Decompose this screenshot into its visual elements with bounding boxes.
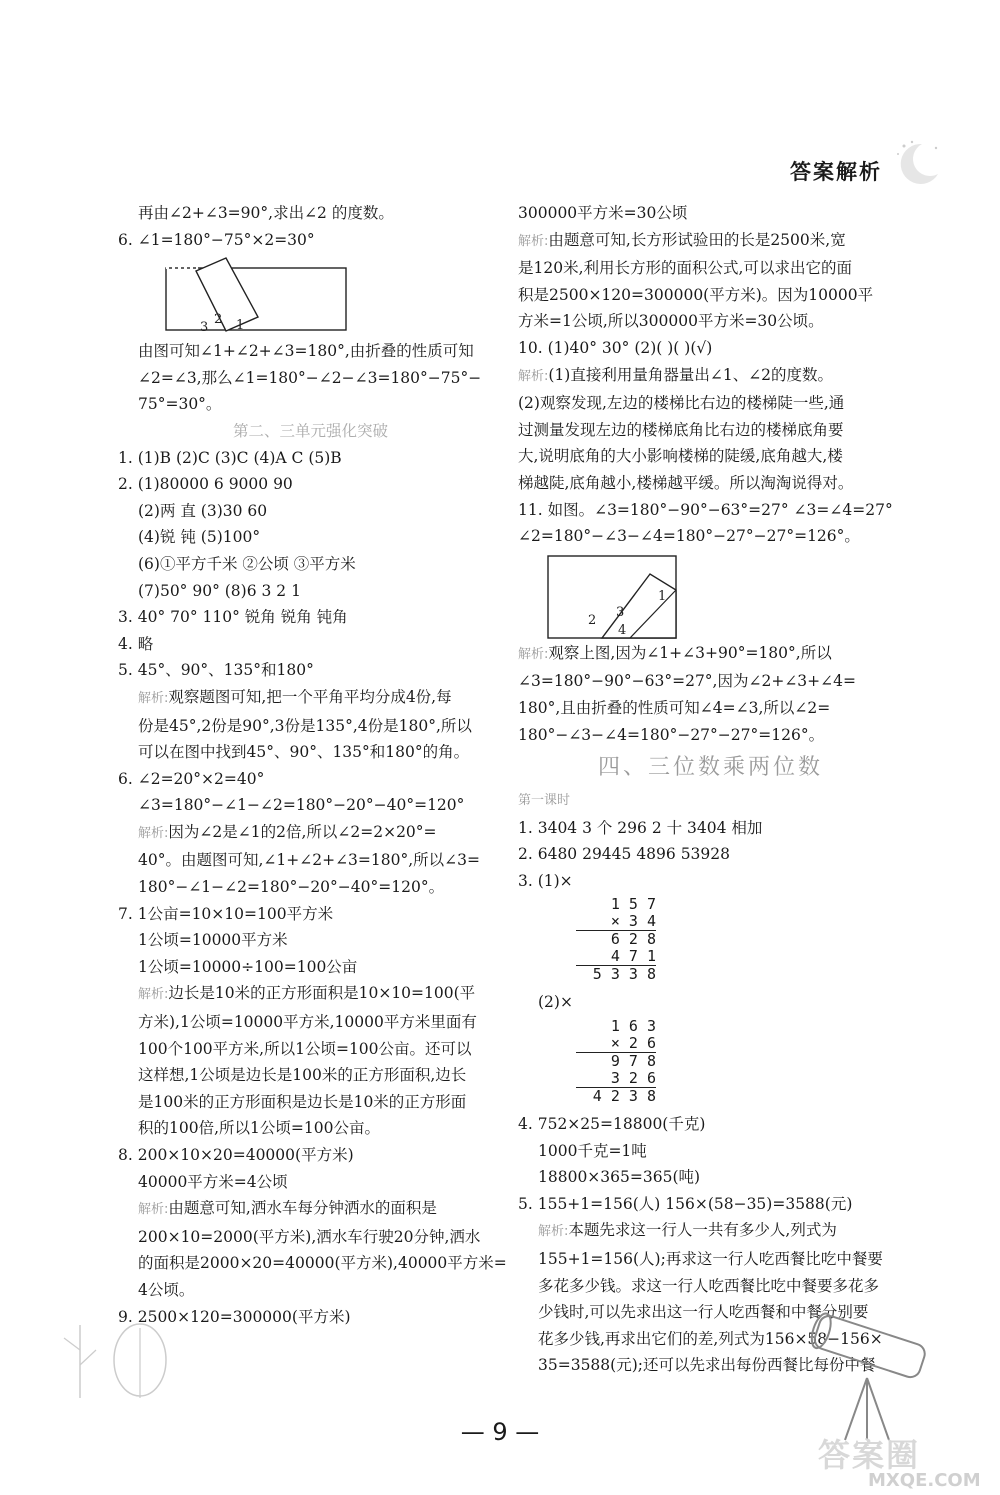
multiplication-vertical: [576, 896, 903, 983]
text-line: [118, 338, 503, 365]
line-text: 多花多少钱。求这一行人吃西餐比吃中餐要多花多: [538, 1276, 880, 1295]
line-text: 2. 6480 29445 4896 53928: [518, 845, 731, 864]
analysis-label: 解析:: [138, 1202, 169, 1218]
line-text: (7)50° 90° (8)6 3 2 1: [138, 581, 301, 600]
fold-figure-1: [118, 253, 348, 338]
line-text: (4)锐 钝 (5)100°: [138, 528, 261, 547]
text-line: [518, 868, 903, 895]
text-line: [118, 1089, 503, 1116]
line-text: 边长是10米的正方形面积是10×10=100(平: [168, 984, 476, 1003]
line-text: 180°−∠3−∠4=180°−27°−27°=126°。: [518, 725, 825, 744]
right-column: [518, 200, 903, 1379]
line-text: (2)×: [538, 993, 573, 1012]
text-line: [118, 792, 503, 819]
line-text: 40°。由题图可知,∠1+∠2+∠3=180°,所以∠3=: [138, 851, 481, 870]
line-text: 第一课时: [518, 793, 571, 809]
text-line: [518, 255, 903, 282]
line-text: (6)①平方千米 ②公顷 ③平方米: [138, 554, 356, 573]
text-line: [118, 498, 503, 525]
text-line: [118, 1195, 503, 1224]
text-line: [118, 551, 503, 578]
svg-text:2: 2: [214, 312, 223, 328]
line-text: 方米=1公顷,所以300000平方米=30公顷。: [518, 312, 824, 331]
text-line: [518, 200, 903, 227]
text-line: [118, 631, 503, 658]
text-line: [518, 1191, 903, 1218]
line-text: 10. (1)40° 30° (2)( )( )(√): [518, 338, 713, 357]
line-text: 第二、三单元强化突破: [232, 421, 388, 440]
line-text: 75°=30°。: [138, 395, 222, 414]
line-text: 观察上图,因为∠1+∠3+90°=180°,所以: [548, 643, 832, 662]
text-line: [118, 365, 503, 392]
text-line: [118, 1304, 503, 1331]
line-text: 4公顷。: [138, 1280, 195, 1299]
line-text: (2)观察发现,左边的楼梯比右边的楼梯陡一些,通: [518, 394, 845, 413]
text-line: [518, 1164, 903, 1191]
line-text: 180°,且由折叠的性质可知∠4=∠3,所以∠2=: [518, 698, 831, 717]
line-text: 1000千克=1吨: [538, 1141, 647, 1160]
header-title: 答案解析: [790, 160, 882, 184]
line-text: 5. 155+1=156(人) 156×(58−35)=3588(元): [518, 1194, 853, 1213]
line-text: 3. 40° 70° 110° 锐角 锐角 钝角: [118, 608, 348, 627]
text-line: [118, 578, 503, 605]
watermark-url: MXQE.COM: [868, 1470, 981, 1491]
line-text: 少钱时,可以先求出这一行人吃西餐和中餐分别要: [538, 1303, 869, 1322]
line-text: 份是45°,2份是90°,3份是135°,4份是180°,所以: [138, 716, 472, 735]
text-line: [118, 874, 503, 901]
line-text: 155+1=156(人);再求这一行人吃西餐比吃中餐要: [538, 1250, 883, 1269]
text-line: [118, 1115, 503, 1142]
text-line: [118, 847, 503, 874]
line-text: 6. ∠1=180°−75°×2=30°: [118, 230, 315, 249]
svg-text:3: 3: [616, 604, 625, 620]
text-line: [518, 523, 903, 550]
multiplication-row: × 3 4: [576, 913, 656, 931]
line-text: 是120米,利用长方形的面积公式,可以求出它的面: [518, 259, 852, 278]
multiplication-row: 1 5 7: [592, 895, 656, 914]
text-line: [118, 1062, 503, 1089]
analysis-label: 解析:: [538, 1224, 569, 1240]
text-line: [118, 200, 503, 227]
analysis-label: 解析:: [518, 233, 549, 249]
text-line: [518, 640, 903, 669]
text-line: [518, 443, 903, 470]
multiplication-row: 6 2 8: [592, 930, 656, 949]
line-text: 过测量发现左边的楼梯底角比右边的楼梯底角要: [518, 420, 844, 439]
text-line: [118, 954, 503, 981]
analysis-label: 解析:: [138, 987, 169, 1003]
text-line: [518, 1246, 903, 1273]
text-line: [518, 470, 903, 497]
text-line: [118, 1142, 503, 1169]
line-text: 1公顷=10000÷100=100公亩: [138, 957, 358, 976]
line-text: 200×10=2000(平方米),洒水车行驶20分钟,洒水: [138, 1227, 481, 1246]
leaf-decoration-icon: [50, 1320, 170, 1400]
text-line: [118, 713, 503, 740]
line-text: ∠2=180°−∠3−∠4=180°−27°−27°=126°。: [518, 527, 860, 546]
text-line: [118, 927, 503, 954]
analysis-label: 解析:: [518, 368, 549, 384]
line-text: 再由∠2+∠3=90°,求出∠2 的度数。: [138, 204, 394, 222]
text-line: [518, 1273, 903, 1300]
page-number: — 9 —: [460, 1418, 540, 1446]
svg-text:1: 1: [236, 318, 245, 334]
text-line: [518, 1217, 903, 1246]
text-line: [518, 282, 903, 309]
text-line: [118, 766, 503, 793]
text-line: [118, 1250, 507, 1277]
line-text: 梯越陡,底角越小,楼梯越平缓。所以淘淘说得对。: [518, 473, 854, 492]
line-text: 1. 3404 3 个 296 2 十 3404 相加: [518, 818, 763, 837]
svg-text:2: 2: [588, 612, 597, 628]
line-text: (2)两 直 (3)30 60: [138, 501, 268, 520]
text-line: [118, 1224, 503, 1251]
text-line: [118, 1277, 503, 1304]
line-text: 7. 1公亩=10×10=100平方米: [118, 904, 334, 923]
line-text: 可以在图中找到45°、90°、135°和180°的角。: [138, 743, 470, 762]
text-line: [118, 901, 503, 928]
text-line: [118, 471, 503, 498]
text-line: [118, 1009, 503, 1036]
line-text: ∠3=180°−90°−63°=27°,因为∠2+∠3+∠4=: [518, 672, 856, 691]
line-text: 由题意可知,长方形试验田的长是2500米,宽: [548, 230, 846, 249]
text-line: [518, 1111, 903, 1138]
line-text: ∠2=∠3,那么∠1=180°−∠2−∠3=180°−75°−: [138, 368, 482, 387]
line-text: 11. 如图。∠3=180°−90°−63°=27° ∠3=∠4=27°: [518, 500, 893, 519]
text-line: [118, 684, 503, 713]
text-line: [518, 308, 903, 335]
line-text: 本题先求这一行人一共有多少人,列式为: [568, 1221, 837, 1240]
multiplication-row: 1 6 3: [592, 1017, 656, 1036]
text-line: [118, 524, 503, 551]
line-text: 大,说明底角的大小影响楼梯的陡缓,底角越大,楼: [518, 447, 843, 466]
analysis-label: 解析:: [518, 646, 549, 662]
line-text: 由图可知∠1+∠2+∠3=180°,由折叠的性质可知: [138, 342, 474, 361]
text-line: [518, 362, 903, 391]
line-text: 300000平方米=30公顷: [518, 204, 688, 222]
text-line: [518, 417, 903, 444]
line-text: 4. 略: [118, 634, 154, 653]
line-text: (1)直接利用量角器量出∠1、∠2的度数。: [548, 365, 834, 384]
analysis-label: 解析:: [138, 825, 169, 841]
line-text: 8. 200×10×20=40000(平方米): [118, 1146, 354, 1164]
svg-text:3: 3: [200, 320, 209, 336]
line-text: 1. (1)B (2)C (3)C (4)A C (5)B: [118, 448, 342, 467]
line-text: 2. (1)80000 6 9000 90: [118, 475, 293, 494]
multiplication-row: 4 7 1: [576, 948, 656, 966]
line-text: 3. (1)×: [518, 871, 573, 890]
svg-text:1: 1: [658, 588, 667, 604]
watermark-text: 答案圈: [818, 1436, 921, 1474]
text-line: [118, 227, 503, 254]
text-line: [118, 604, 503, 631]
fold-figure-2: [518, 550, 748, 640]
line-text: 积的100倍,所以1公顷=100公亩。: [138, 1119, 380, 1138]
text-line: [518, 335, 903, 362]
text-line: [518, 390, 903, 417]
line-text: 的面积是2000×20=40000(平方米),40000平方米=: [138, 1254, 507, 1273]
analysis-label: 解析:: [138, 690, 169, 706]
text-line: [118, 391, 503, 418]
line-text: 180°−∠1−∠2=180°−20°−40°=120°。: [138, 878, 445, 897]
text-line: [518, 788, 903, 815]
text-line: [118, 980, 503, 1009]
svg-text:4: 4: [618, 622, 627, 638]
line-text: 观察题图可知,把一个平角平均分成4份,每: [168, 687, 452, 706]
multiplication-vertical: [576, 1018, 903, 1105]
line-text: 由题意可知,洒水车每分钟洒水的面积是: [168, 1199, 437, 1218]
line-text: 积是2500×120=300000(平方米)。因为10000平: [518, 285, 874, 304]
line-text: 这样想,1公顷是边长是100米的正方形面积,边长: [138, 1066, 467, 1085]
moon-icon: [892, 138, 944, 190]
multiplication-row: × 2 6: [576, 1035, 656, 1053]
left-column: [118, 200, 507, 1330]
text-line: [518, 815, 903, 842]
line-text: 18800×365=365(吨): [538, 1168, 701, 1187]
text-line: [518, 668, 903, 695]
line-text: 花多少钱,再求出它们的差,列式为156×58−156×: [538, 1329, 883, 1348]
text-line: [118, 418, 503, 445]
multiplication-row: 9 7 8: [592, 1052, 656, 1071]
text-line: [518, 1138, 903, 1165]
multiplication-row: 5 3 3 8: [592, 965, 656, 984]
text-line: [118, 1169, 503, 1196]
text-line: [118, 819, 503, 848]
text-line: [118, 657, 503, 684]
line-text: ∠3=180°−∠1−∠2=180°−20°−40°=120°: [138, 796, 465, 815]
line-text: 1公顷=10000平方米: [138, 931, 288, 950]
line-text: 9. 2500×120=300000(平方米): [118, 1307, 351, 1326]
line-text: 4. 752×25=18800(千克): [518, 1115, 706, 1134]
line-text: 6. ∠2=20°×2=40°: [118, 769, 265, 788]
multiplication-row: 3 2 6: [576, 1070, 656, 1088]
line-text: 100个100平方米,所以1公顷=100公亩。还可以: [138, 1039, 472, 1058]
text-line: [518, 695, 903, 722]
multiplication-row: 4 2 3 8: [592, 1087, 656, 1106]
text-line: [518, 227, 903, 256]
text-line: [118, 739, 503, 766]
text-line: [518, 841, 903, 868]
line-text: 方米),1公顷=10000平方米,10000平方米里面有: [138, 1013, 477, 1032]
line-text: 40000平方米=4公顷: [138, 1172, 288, 1191]
line-text: 是100米的正方形面积是边长是10米的正方形面: [138, 1092, 467, 1111]
text-line: [118, 1036, 503, 1063]
line-text: 5. 45°、90°、135°和180°: [118, 661, 314, 680]
text-line: [518, 989, 903, 1016]
text-line: [118, 445, 503, 472]
line-text: 四、三位数乘两位数: [597, 755, 823, 781]
text-line: [518, 722, 903, 749]
text-line: [518, 748, 903, 788]
line-text: 因为∠2是∠1的2倍,所以∠2=2×20°=: [168, 822, 437, 841]
text-line: [518, 497, 903, 524]
line-text: 35=3588(元);还可以先求出每份西餐比每份中餐: [538, 1356, 876, 1375]
